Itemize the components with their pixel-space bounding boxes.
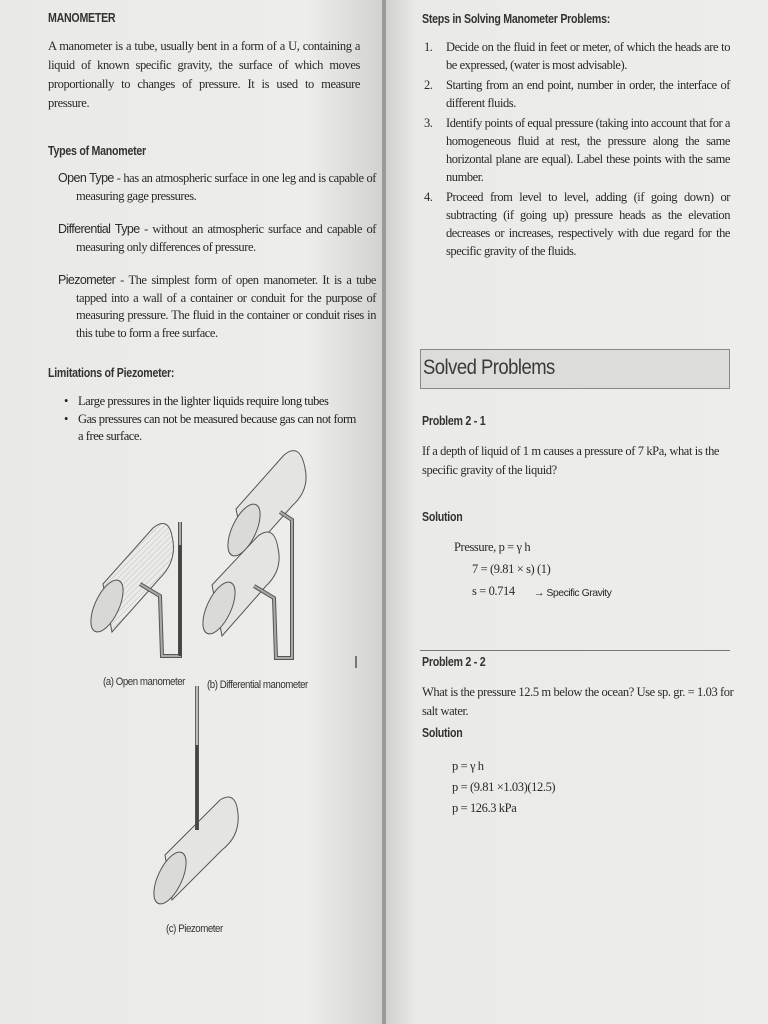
problem-2-solution-label: Solution bbox=[422, 726, 463, 740]
problem-2-title: Problem 2 - 2 bbox=[422, 655, 486, 669]
caption-piezometer: (c) Piezometer bbox=[166, 923, 223, 935]
problem-2-line-1: p = γ h bbox=[452, 759, 484, 773]
section-divider bbox=[420, 650, 730, 651]
steps-list bbox=[424, 38, 730, 262]
problem-2-line-2: p = (9.81 ×1.03)(12.5) bbox=[452, 780, 556, 794]
type-differential-text: - without an atmospheric surface and capable of measuring only differences of pressure. bbox=[76, 222, 377, 254]
caption-open-manometer: (a) Open manometer bbox=[103, 676, 185, 688]
problem-1-text: If a depth of liquid of 1 m causes a pressure of 7 kPa, what is the specific gravity of the liquid? bbox=[422, 444, 720, 477]
problem-2-text: What is the pressure 12.5 m below the ocean? Use sp. gr. = 1.03 for salt water. bbox=[422, 685, 734, 718]
steps-heading: Steps in Solving Manometer Problems: bbox=[422, 12, 611, 26]
problem-1-note: → Specific Gravity bbox=[534, 587, 612, 599]
limitations-heading: Limitations of Piezometer: bbox=[48, 366, 175, 380]
right-page bbox=[386, 0, 768, 1024]
problem-1-line-3: s = 0.714 bbox=[472, 584, 515, 598]
solved-problems-title: Solved Problems bbox=[423, 356, 555, 379]
list-item: 4. Proceed from level to level, adding (if going down) or subtracting (if going up) pressure heads as the elevation decreases or increases, respectively with due regard for the specific gravity of the fluids. bbox=[424, 190, 730, 258]
type-open-text: - has an atmospheric surface in one leg and is capable of measuring gage pressures. bbox=[76, 171, 376, 203]
open-manometer-figure bbox=[0, 0, 383, 1024]
manometer-heading: MANOMETER bbox=[48, 11, 116, 25]
types-heading: Types of Manometer bbox=[48, 144, 146, 158]
caption-differential-manometer: (b) Differential manometer bbox=[207, 679, 308, 691]
problem-1-line-2: 7 = (9.81 × s) (1) bbox=[472, 562, 551, 576]
type-differential-label: Differential Type bbox=[58, 222, 140, 236]
left-page bbox=[0, 0, 383, 1024]
list-item: 3. Identify points of equal pressure (taking into account that for a homogeneous fluid at rest, the pressure along the same horizontal plane are equal). Label these points with the same number. bbox=[424, 116, 730, 184]
problem-1-solution-label: Solution bbox=[422, 510, 463, 524]
manometer-definition: A manometer is a tube, usually bent in a form of a U, containing a liquid of known specific gravity, the surface of which moves proportionally to changes of pressure. It is used to measure pressure. bbox=[48, 39, 360, 110]
type-open-label: Open Type bbox=[58, 171, 114, 185]
list-item: 2. Starting from an end point, number in order, the interface of different fluids. bbox=[424, 78, 730, 110]
problem-2-line-3: p = 126.3 kPa bbox=[452, 801, 517, 815]
list-item: • Gas pressures can not be measured because gas can not form a free surface. bbox=[64, 411, 356, 446]
list-item: 1. Decide on the fluid in feet or meter, of which the heads are to be expressed, (water is most advisable). bbox=[424, 40, 730, 72]
problem-1-title: Problem 2 - 1 bbox=[422, 414, 486, 428]
problem-1-line-1: Pressure, p = γ h bbox=[454, 540, 531, 554]
solved-problems-banner bbox=[420, 349, 730, 389]
type-piezometer-text: - The simplest form of open manometer. It is a tube tapped into a wall of a container or conduit for the purpose of measuring pressure. The fluid in the container or conduit rises in this tube to form a free surface. bbox=[76, 273, 376, 340]
list-item: • Large pressures in the lighter liquids require long tubes bbox=[64, 393, 356, 411]
type-piezometer-label: Piezometer bbox=[58, 273, 116, 287]
